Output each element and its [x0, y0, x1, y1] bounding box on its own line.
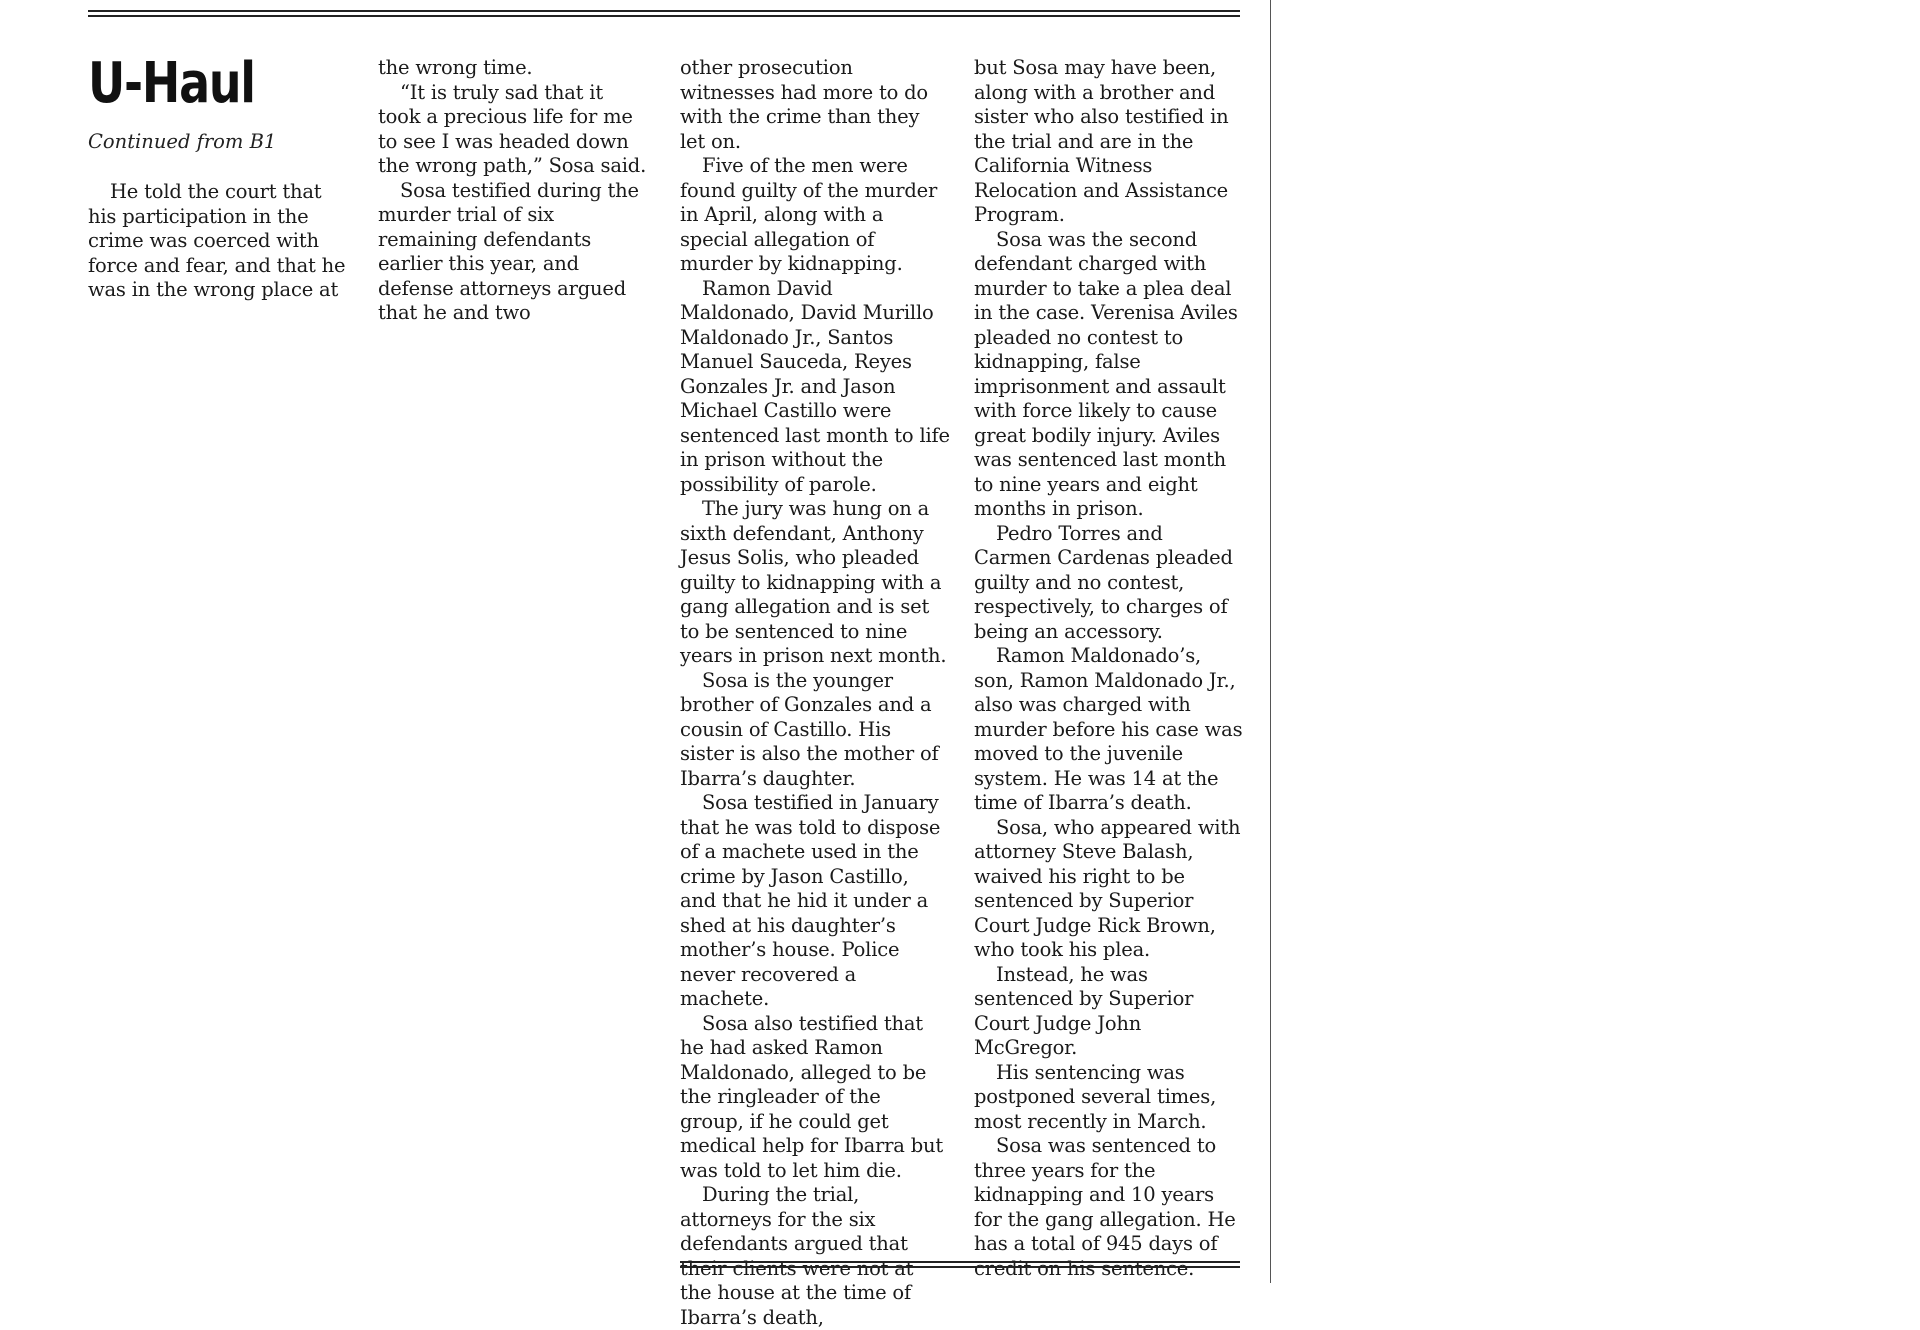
column-3 — [680, 56, 950, 1330]
paragraph: Sosa was sentenced to three years for the kidnapping and 10 years for the gang allegation. He has a total of 945 days of credit on his sentence. — [974, 1134, 1236, 1280]
column-2 — [378, 56, 648, 326]
headline: U-Haul — [88, 51, 255, 116]
paragraph: other prosecution witnesses had more to do with the crime than they let on. — [680, 56, 928, 153]
paragraph: Sosa also testified that he had asked Ramon Maldonado, alleged to be the ringleader of the group, if he could get medical help for Ibarra but was told to let him die. — [680, 1011, 943, 1182]
paragraph: Ramon Maldonado’s, son, Ramon Maldonado Jr., also was charged with murder before his case was moved to the juvenile system. He was 14 at the time of Ibarra’s death. — [974, 644, 1243, 814]
paragraph: Sosa is the younger brother of Gonzales and a cousin of Castillo. His sister is also the mother of Ibarra’s daughter. — [680, 668, 939, 790]
paragraph: “It is truly sad that it took a precious life for me to see I was headed down the wrong path,” Sosa said. — [378, 80, 647, 177]
paragraph: The jury was hung on a sixth defendant, Anthony Jesus Solis, who pleaded guilty to kidnapping with a gang allegation and is set to be sentenced to nine years in prison next month. — [680, 497, 947, 667]
paragraph: Ramon David Maldonado, David Murillo Maldonado Jr., Santos Manuel Sauceda, Reyes Gonzales Jr. and Jason Michael Castillo were sentenced last month to life in prison without the possibility of parole. — [680, 276, 950, 496]
paragraph: Sosa was the second defendant charged with murder to take a plea deal in the case. Verenisa Aviles pleaded no contest to kidnapping, false imprisonment and assault with force likely to cause great bodily injury. Aviles was sentenced last month to nine years and eight months in prison. — [974, 227, 1238, 520]
paragraph: During the trial, attorneys for the six defendants argued that their clients were not at the house at the time of Ibarra’s death, — [680, 1183, 914, 1329]
paragraph: but Sosa may have been, along with a brother and sister who also testified in the trial and are in the California Witness Relocation and Assistance Program. — [974, 56, 1229, 226]
page-edge-line — [1270, 0, 1271, 1283]
column-1 — [88, 180, 346, 303]
jump-line: Continued from B1 — [88, 130, 277, 153]
top-double-rule — [88, 10, 1240, 17]
paragraph: He told the court that his participation in the crime was coerced with force and fear, and that he was in the wrong place at — [88, 180, 346, 301]
paragraph: Sosa, who appeared with attorney Steve Balash, waived his right to be sentenced by Superior Court Judge Rick Brown, who took his plea. — [974, 815, 1241, 961]
column-4 — [974, 56, 1244, 1281]
paragraph: the wrong time. — [378, 56, 533, 79]
paragraph: Instead, he was sentenced by Superior Court Judge John McGregor. — [974, 962, 1194, 1059]
paragraph: Sosa testified in January that he was told to dispose of a machete used in the crime by Jason Castillo, and that he hid it under a shed at his daughter’s mother’s house. Police never recovered a machete. — [680, 791, 941, 1010]
paragraph: Sosa testified during the murder trial of six remaining defendants earlier this year, and defense attorneys argued that he and two — [378, 178, 639, 324]
paragraph: Five of the men were found guilty of the murder in April, along with a special allegation of murder by kidnapping. — [680, 154, 938, 275]
paragraph: Pedro Torres and Carmen Cardenas pleaded guilty and no contest, respectively, to charges of being an accessory. — [974, 521, 1233, 643]
paragraph: His sentencing was postponed several times, most recently in March. — [974, 1060, 1217, 1133]
bottom-double-rule — [680, 1261, 1240, 1268]
